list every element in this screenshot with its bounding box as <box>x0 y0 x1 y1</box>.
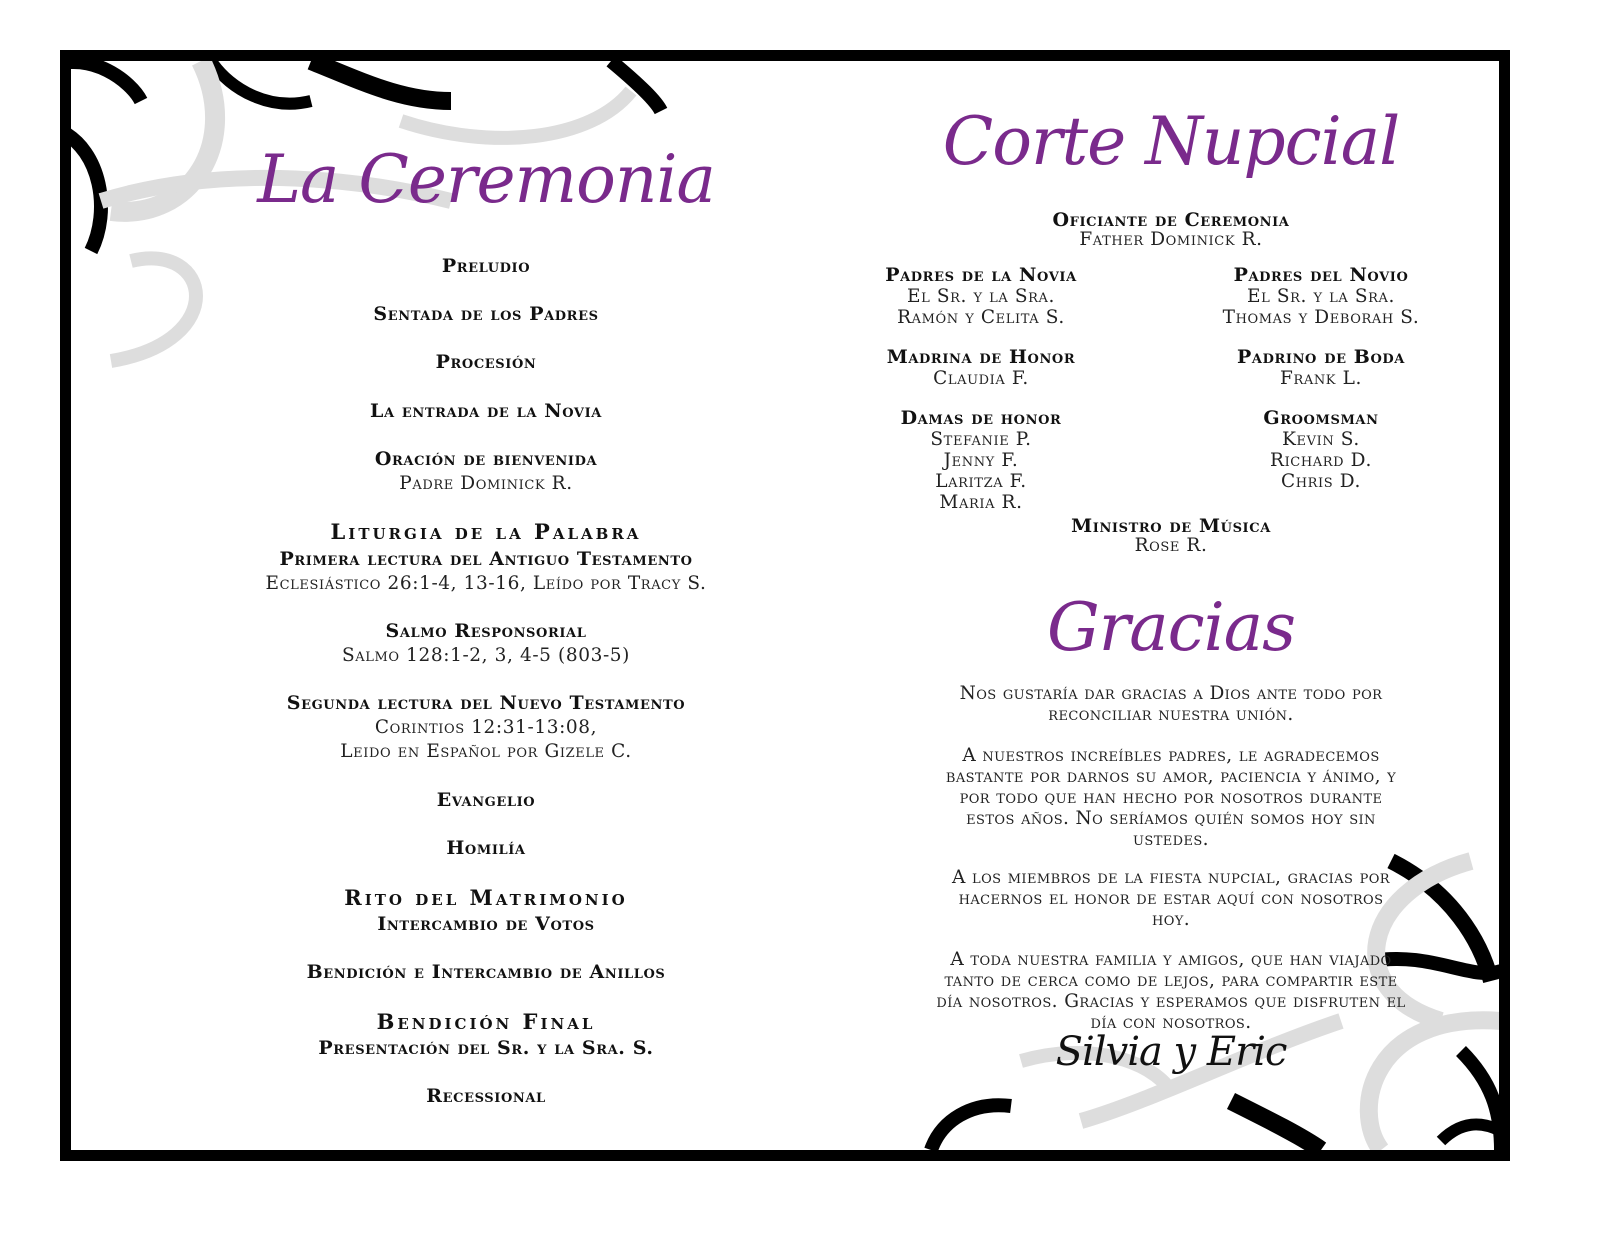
thanks-title: Gracias <box>1047 589 1295 666</box>
signature: Silvia y Eric <box>1055 1029 1287 1075</box>
segunda-lectura-text-1: Corintios 12:31-13:08, <box>374 717 598 738</box>
ceremony-title: La Ceremonia <box>257 141 715 218</box>
damas-block <box>851 407 1111 513</box>
padres-novia-line-1: El Sr. y la Sra. <box>907 286 1055 307</box>
intercambio-anillos: Bendición e Intercambio de Anillos <box>306 961 666 983</box>
ministro-title: Ministro de Música <box>1071 515 1271 537</box>
procesion: Procesión <box>435 351 537 373</box>
court-title: Corte Nupcial <box>942 103 1400 180</box>
sentada-padres: Sentada de los Padres <box>373 303 599 325</box>
groomsman-name: Kevin S. <box>1282 429 1360 450</box>
thanks-line: A los miembros de la fiesta nupcial, gracias por <box>952 867 1390 888</box>
groomsman-title: Groomsman <box>1263 407 1379 429</box>
thanks-paragraph-4 <box>851 949 1491 1033</box>
oficiante-name: Father Dominick R. <box>1079 229 1263 250</box>
thanks-line: hoy. <box>1151 909 1191 930</box>
ministro-name: Rose R. <box>1134 535 1208 556</box>
padres-novia-title: Padres de la Novia <box>885 264 1077 286</box>
ceremony-panel <box>186 61 786 1150</box>
segunda-lectura-text-2: Leido en Español por Gizele C. <box>340 741 632 762</box>
padres-novio-line-2: Thomas y Deborah S. <box>1222 307 1420 328</box>
padres-novio-block <box>1181 264 1461 328</box>
padres-novia-line-2: Ramón y Celita S. <box>897 307 1065 328</box>
thanks-paragraph-1 <box>851 683 1491 725</box>
thanks-line: bastante por darnos su amor, paciencia y ánimo, y <box>945 766 1397 787</box>
dama-name: Jenny F. <box>943 450 1019 471</box>
salmo-text: Salmo 128:1-2, 3, 4-5 (803-5) <box>341 645 630 666</box>
padres-novia-block <box>851 264 1111 328</box>
groomsman-name: Richard D. <box>1270 450 1372 471</box>
oracion-title: Oración de bienvenida <box>374 448 598 470</box>
program-frame <box>60 50 1510 1161</box>
entrada-novia: La entrada de la Novia <box>370 400 602 422</box>
salmo-title: Salmo Responsorial <box>385 620 587 642</box>
thanks-paragraph-3 <box>851 867 1491 930</box>
madrina-title: Madrina de Honor <box>886 346 1076 368</box>
presentacion: Presentación del Sr. y la Sra. S. <box>318 1037 654 1059</box>
primera-lectura-text: Eclesiástico 26:1-4, 13-16, Leído por Tracy S. <box>265 573 707 594</box>
evangelio: Evangelio <box>436 789 536 811</box>
dama-name: Laritza F. <box>935 471 1027 492</box>
court-panel <box>851 61 1491 1150</box>
segunda-lectura-title: Segunda lectura del Nuevo Testamento <box>286 692 686 714</box>
preludio: Preludio <box>441 255 531 277</box>
recessional: Recessional <box>426 1085 546 1107</box>
intercambio-votos: Intercambio de Votos <box>377 913 595 935</box>
thanks-line: reconciliar nuestra unión. <box>1048 704 1294 725</box>
thanks-line: A toda nuestra familia y amigos, que han viajado <box>950 949 1392 970</box>
liturgia-heading: Liturgia de la Palabra <box>330 519 642 544</box>
rito-heading: Rito del Matrimonio <box>344 885 628 910</box>
thanks-line: día con nosotros. <box>1090 1012 1252 1033</box>
padres-novio-title: Padres del Novio <box>1233 264 1409 286</box>
damas-title: Damas de honor <box>900 407 1062 429</box>
homilia: Homilía <box>446 837 526 859</box>
groomsman-name: Chris D. <box>1280 471 1362 492</box>
thanks-line: Nos gustaría dar gracias a Dios ante todo por <box>959 683 1383 704</box>
dama-name: Stefanie P. <box>930 429 1032 450</box>
thanks-line: por todo que han hecho por nosotros durante <box>959 787 1383 808</box>
dama-name: Maria R. <box>939 492 1023 513</box>
thanks-line: hacernos el honor de estar aquí con nosotros <box>958 888 1384 909</box>
oracion-by: Padre Dominick R. <box>399 473 573 494</box>
madrina-name: Claudia F. <box>933 368 1029 389</box>
thanks-line: tanto de cerca como de lejos, para compartir este <box>944 970 1398 991</box>
bendicion-heading: Bendición Final <box>376 1009 596 1034</box>
padrino-title: Padrino de Boda <box>1237 346 1405 368</box>
thanks-line: estos años. No seríamos quién somos hoy sin <box>966 808 1376 829</box>
thanks-paragraph-2 <box>851 745 1491 850</box>
groomsman-block <box>1181 407 1461 492</box>
oficiante-title: Oficiante de Ceremonia <box>1052 209 1290 231</box>
thanks-line: A nuestros increíbles padres, le agradecemos <box>962 745 1380 766</box>
primera-lectura-title: Primera lectura del Antiguo Testamento <box>279 548 693 570</box>
padres-novio-line-1: El Sr. y la Sra. <box>1247 286 1395 307</box>
madrina-block <box>851 346 1111 389</box>
thanks-line: ustedes. <box>1133 829 1209 850</box>
padrino-name: Frank L. <box>1280 368 1362 389</box>
padrino-block <box>1181 346 1461 389</box>
thanks-line: día nosotros. Gracias y esperamos que disfruten el <box>936 991 1406 1012</box>
